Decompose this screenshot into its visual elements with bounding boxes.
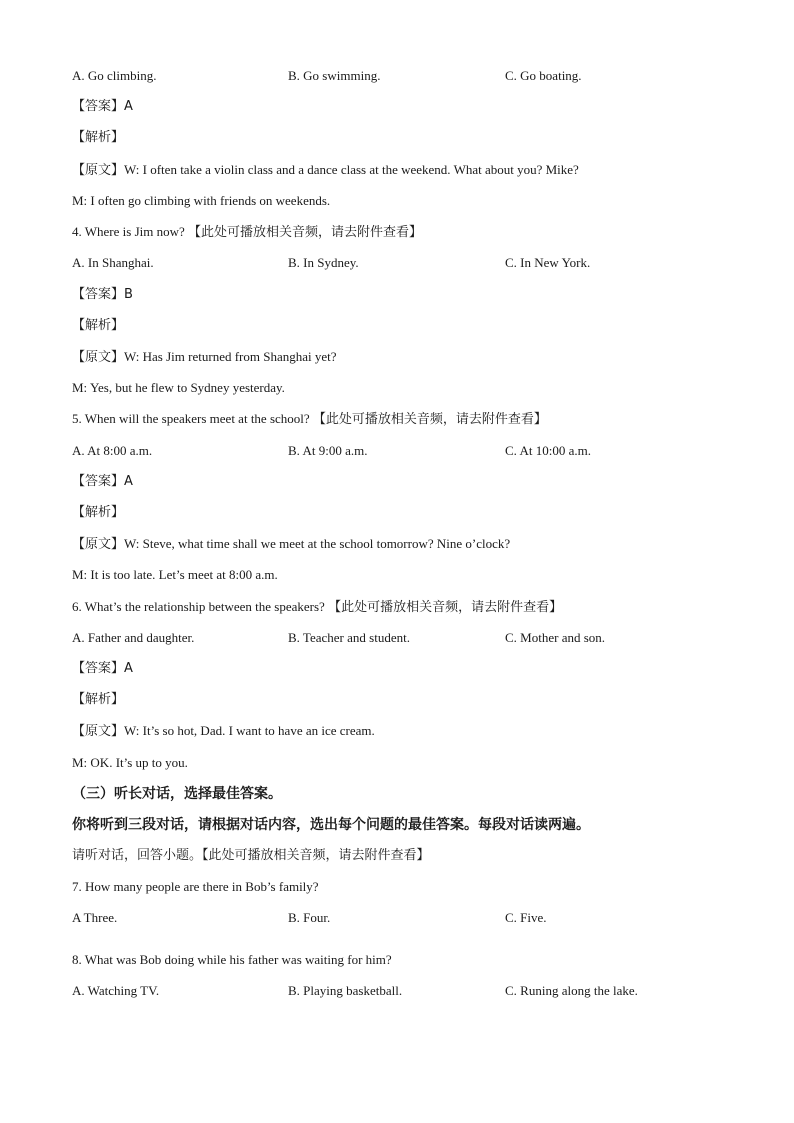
q6-script-w: 【原文】W: It’s so hot, Dad. I want to have an ice cream. bbox=[72, 723, 375, 738]
q5-option-b: B. At 9:00 a.m. bbox=[288, 443, 368, 458]
q6-answer: 【答案】A bbox=[72, 661, 133, 676]
q8-option-c: C. Runing along the lake. bbox=[505, 983, 638, 998]
q3-option-b: B. Go swimming. bbox=[288, 68, 381, 83]
q7-option-c: C. Five. bbox=[505, 910, 547, 925]
q8-option-b: B. Playing basketball. bbox=[288, 983, 403, 998]
q8-option-a: A. Watching TV. bbox=[72, 983, 160, 998]
q3-option-a: A. Go climbing. bbox=[72, 68, 157, 83]
q6-option-a: A. Father and daughter. bbox=[72, 630, 195, 645]
q6-option-c: C. Mother and son. bbox=[505, 630, 606, 645]
q4-script-m: M: Yes, but he flew to Sydney yesterday. bbox=[72, 380, 285, 395]
q5-script-m: M: It is too late. Let’s meet at 8:00 a.m. bbox=[72, 567, 278, 582]
q4-option-a: A. In Shanghai. bbox=[72, 255, 154, 270]
q3-answer: 【答案】A bbox=[72, 99, 133, 114]
q4-question: 4. Where is Jim now? 【此处可播放相关音频，请去附件查看】 bbox=[72, 224, 423, 239]
q3-analysis: 【解析】 bbox=[72, 130, 125, 145]
q4-script-w: 【原文】W: Has Jim returned from Shanghai yet? bbox=[72, 349, 337, 364]
q6-script-m: M: OK. It’s up to you. bbox=[72, 755, 188, 770]
q5-question: 5. When will the speakers meet at the school? 【此处可播放相关音频，请去附件查看】 bbox=[72, 411, 547, 426]
q4-option-c: C. In New York. bbox=[505, 255, 591, 270]
q3-option-c: C. Go boating. bbox=[505, 68, 582, 83]
q5-analysis: 【解析】 bbox=[72, 505, 125, 520]
q5-answer: 【答案】A bbox=[72, 474, 133, 489]
q6-question: 6. What’s the relationship between the speakers? 【此处可播放相关音频，请去附件查看】 bbox=[72, 599, 563, 614]
q5-script-w: 【原文】W: Steve, what time shall we meet at the school tomorrow? Nine o’clock? bbox=[72, 536, 511, 551]
section3-heading: （三）听长对话，选择最佳答案。 bbox=[72, 786, 282, 802]
q4-option-b: B. In Sydney. bbox=[288, 255, 359, 270]
section3-prompt: 请听对话，回答小题。【此处可播放相关音频，请去附件查看】 bbox=[72, 848, 430, 863]
q5-option-c: C. At 10:00 a.m. bbox=[505, 443, 591, 458]
q4-answer: 【答案】B bbox=[72, 287, 133, 302]
q6-analysis: 【解析】 bbox=[72, 692, 125, 707]
section3-instruction: 你将听到三段对话，请根据对话内容，选出每个问题的最佳答案。每段对话读两遍。 bbox=[72, 817, 590, 833]
q8-question: 8. What was Bob doing while his father was waiting for him? bbox=[72, 952, 392, 967]
q3-script-m: M: I often go climbing with friends on weekends. bbox=[72, 193, 331, 208]
q6-option-b: B. Teacher and student. bbox=[288, 630, 410, 645]
q5-option-a: A. At 8:00 a.m. bbox=[72, 443, 153, 458]
q4-analysis: 【解析】 bbox=[72, 318, 125, 333]
q7-option-a: A Three. bbox=[72, 910, 118, 925]
q3-script-w: 【原文】W: I often take a violin class and a dance class at the weekend. What about you? Mike? bbox=[72, 162, 579, 177]
q7-option-b: B. Four. bbox=[288, 910, 331, 925]
q7-question: 7. How many people are there in Bob’s family? bbox=[72, 879, 319, 894]
